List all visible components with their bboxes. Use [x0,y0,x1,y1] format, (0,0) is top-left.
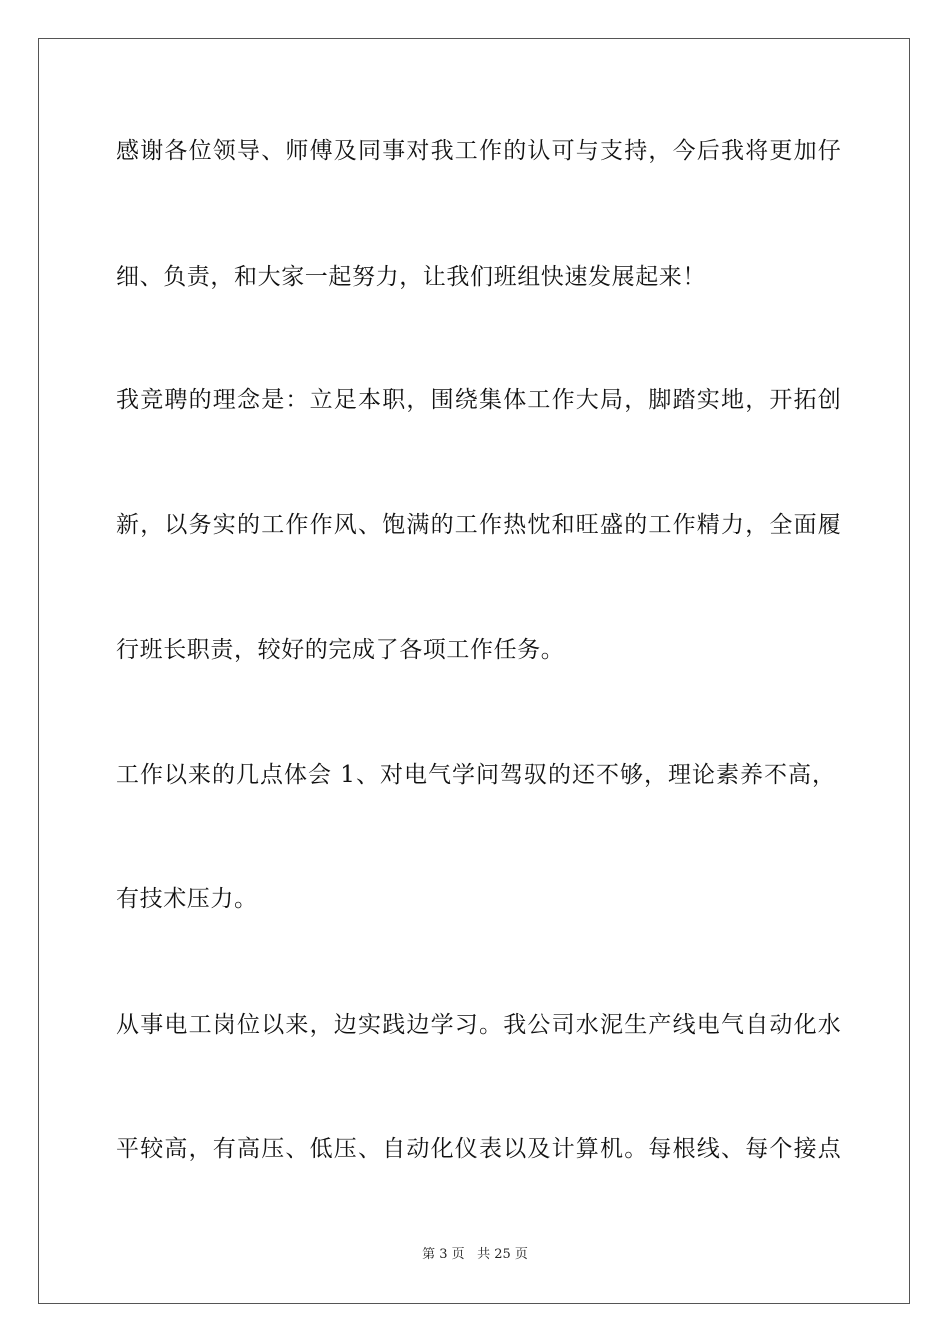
page-total: 共 25 页 [477,1247,528,1262]
text-line: 平较高，有高压、低压、自动化仪表以及计算机。每根线、每个接点 [116,1136,842,1162]
text-line: 有技术压力。 [116,886,258,912]
text-line: 从事电工岗位以来，边实践边学习。我公司水泥生产线电气自动化水 [116,1012,842,1038]
text-line: 感谢各位领导、师傅及同事对我工作的认可与支持，今后我将更加仔 [116,138,842,164]
page-number: 第 3 页 [422,1247,465,1262]
page-border [38,38,910,1304]
text-line: 我竞聘的理念是：立足本职，围绕集体工作大局，脚踏实地，开拓创 [116,387,842,413]
text-line: 行班长职责，较好的完成了各项工作任务。 [116,637,565,663]
text-line: 细、负责，和大家一起努力，让我们班组快速发展起来！ [116,264,706,290]
text-line: 新，以务实的工作作风、饱满的工作热忱和旺盛的工作精力，全面履 [116,512,842,538]
page-footer [0,1246,950,1264]
text-line: 工作以来的几点体会 1、对电气学问驾驭的还不够，理论素养不高， [116,762,836,788]
